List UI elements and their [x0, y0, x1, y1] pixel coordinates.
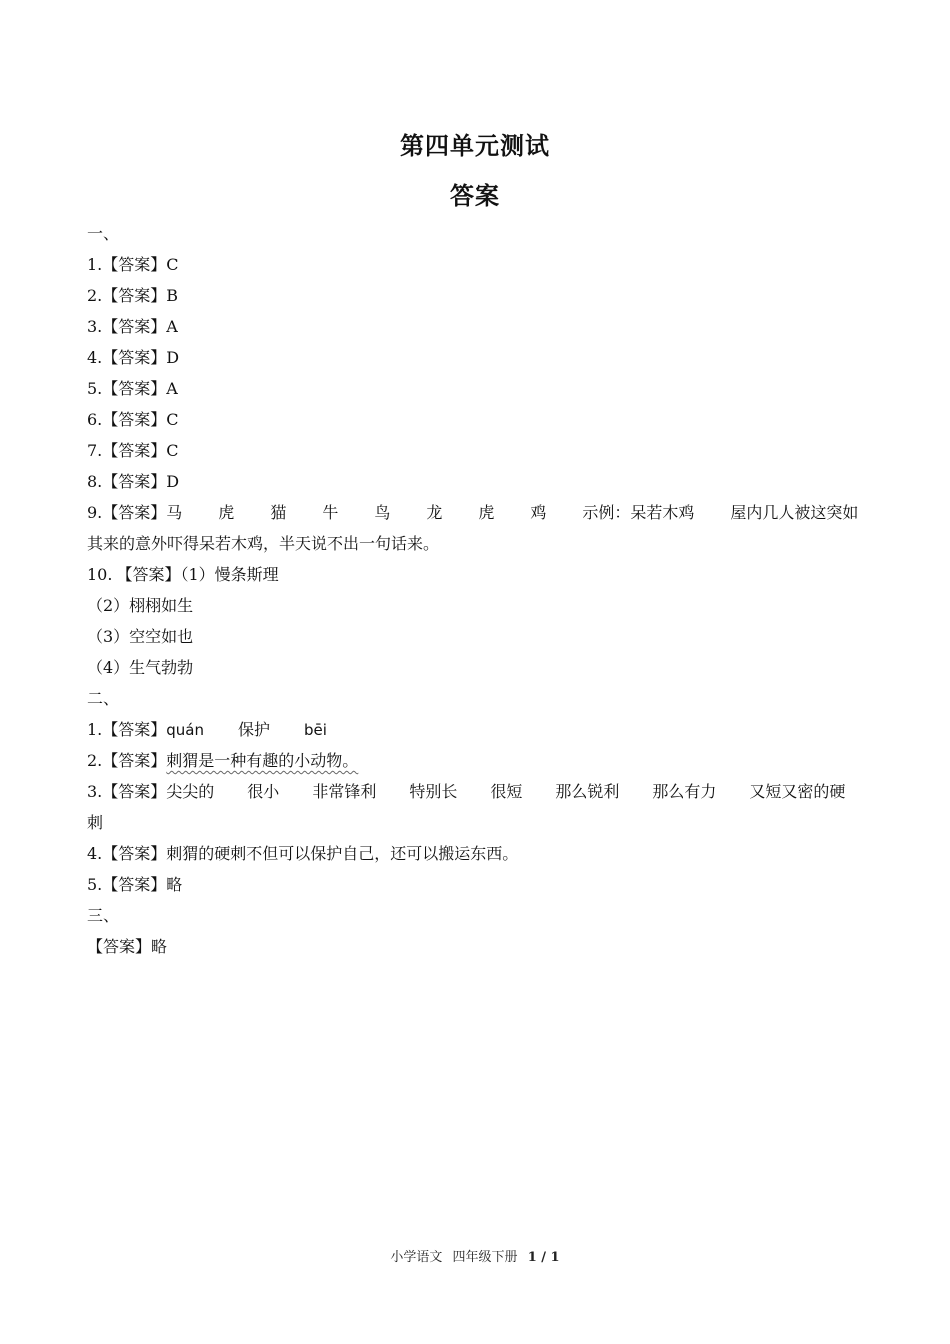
question-number: 5.: [87, 875, 103, 894]
question-number: 1.: [87, 255, 103, 274]
example-sentence-start: 屋内几人被这突如: [730, 503, 859, 522]
answer-line: [87, 838, 865, 869]
page-title: 第四单元测试: [400, 132, 550, 160]
answer-text: 略: [151, 937, 168, 956]
answer-tag: 【答案】: [102, 503, 167, 522]
answer-line: [87, 404, 865, 435]
answer-line: [87, 280, 865, 311]
section-2-heading: 二、: [87, 689, 120, 708]
answer-line: [87, 435, 865, 466]
footer-subject: 小学语文: [390, 1250, 443, 1265]
answer-text: A: [166, 379, 178, 398]
answer-tag: 【答案】: [102, 410, 167, 429]
question-number: 8.: [87, 472, 103, 491]
question-number: 5.: [87, 379, 103, 398]
answer-line: [87, 931, 865, 962]
answer-text: C: [166, 441, 179, 460]
answer-text: 刺猬的硬刺不但可以保护自己，还可以搬运东西。: [166, 844, 519, 863]
answer-line-q10: [87, 559, 865, 590]
page-number: 1 / 1: [527, 1250, 560, 1265]
question-number: 1.: [87, 720, 103, 739]
animal-word: 鸟: [374, 503, 391, 522]
answer-tag: 【答案】: [116, 565, 181, 584]
question-number: 2.: [87, 751, 103, 770]
describing-word: 非常锋利: [312, 782, 377, 801]
section-1-heading: 一、: [87, 224, 120, 243]
question-number: 3.: [87, 317, 103, 336]
question-number: 3.: [87, 782, 103, 801]
question-number: 9.: [87, 503, 103, 522]
question-number: 10.: [87, 565, 113, 584]
describing-word: 特别长: [409, 782, 458, 801]
answer-line-q9-cont: 其来的意外吓得呆若木鸡，半天说不出一句话来。: [87, 534, 440, 553]
answer-tag: 【答案】: [102, 875, 167, 894]
answer-tag: 【答案】: [102, 720, 167, 739]
answer-tag: 【答案】: [102, 317, 167, 336]
footer-grade: 四年级下册: [452, 1250, 518, 1265]
describing-word: 很短: [490, 782, 523, 801]
word-answer: 保护: [238, 720, 271, 739]
answer-tag: 【答案】: [102, 782, 167, 801]
answer-line-q3: [87, 776, 865, 807]
animal-word: 虎: [218, 503, 235, 522]
page-footer: [0, 1246, 950, 1265]
answer-tag: 【答案】: [102, 844, 167, 863]
question-number: 4.: [87, 844, 103, 863]
answer-tag: 【答案】: [102, 286, 167, 305]
answer-tag: 【答案】: [102, 379, 167, 398]
answer-line-q3-cont: 刺: [87, 813, 104, 832]
answer-text: C: [166, 255, 179, 274]
answer-text: 略: [166, 875, 183, 894]
describing-word: 又短又密的硬: [749, 782, 846, 801]
answer-tag: 【答案】: [87, 937, 152, 956]
pinyin-answer: quán: [166, 721, 205, 739]
answer-line: [87, 869, 865, 900]
answer-part-line: （4）生气勃勃: [87, 658, 194, 677]
answer-part-line: （3）空空如也: [87, 627, 194, 646]
answer-line: [87, 466, 865, 497]
answer-part: （1）慢条斯理: [180, 565, 279, 584]
answer-text: A: [166, 317, 178, 336]
answer-line: [87, 373, 865, 404]
answer-tag: 【答案】: [102, 255, 167, 274]
describing-word: 尖尖的: [166, 782, 215, 801]
answer-text: D: [166, 348, 180, 367]
answer-line: [87, 249, 865, 280]
answer-line: [87, 342, 865, 373]
pinyin-answer: bēi: [304, 721, 327, 739]
question-number: 7.: [87, 441, 103, 460]
animal-word: 龙: [426, 503, 443, 522]
question-number: 4.: [87, 348, 103, 367]
describing-word: 那么有力: [652, 782, 717, 801]
section-3-heading: 三、: [87, 906, 120, 925]
answer-text: B: [166, 286, 179, 305]
answer-text: C: [166, 410, 179, 429]
question-number: 2.: [87, 286, 103, 305]
animal-word: 鸡: [530, 503, 547, 522]
question-number: 6.: [87, 410, 103, 429]
animal-word: 马: [166, 503, 183, 522]
answer-tag: 【答案】: [102, 441, 167, 460]
animal-word: 猫: [270, 503, 287, 522]
example-label: 示例：呆若木鸡: [582, 503, 695, 522]
answer-line: [87, 311, 865, 342]
answer-part-line: （2）栩栩如生: [87, 596, 194, 615]
answer-line-q9: [87, 497, 865, 528]
describing-word: 很小: [247, 782, 280, 801]
answer-tag: 【答案】: [102, 472, 167, 491]
page-subtitle: 答案: [450, 182, 500, 210]
animal-word: 牛: [322, 503, 339, 522]
answer-text: 刺猬是一种有趣的小动物。: [166, 751, 359, 770]
answer-line: [87, 745, 865, 776]
animal-word: 虎: [478, 503, 495, 522]
answer-tag: 【答案】: [102, 751, 167, 770]
answer-content: [87, 218, 865, 962]
answer-text: D: [166, 472, 180, 491]
describing-word: 那么锐利: [555, 782, 620, 801]
answer-tag: 【答案】: [102, 348, 167, 367]
answer-line: [87, 714, 865, 745]
